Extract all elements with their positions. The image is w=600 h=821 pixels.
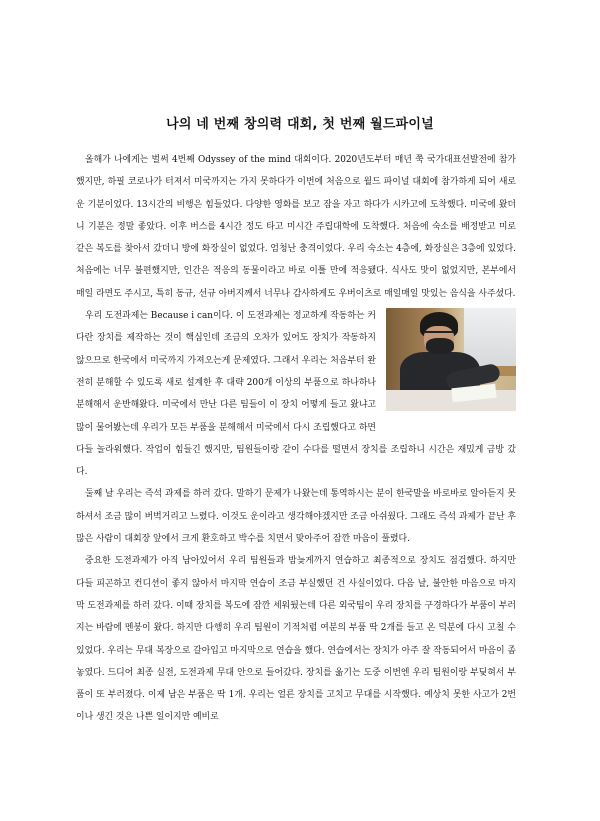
paragraph-1: 올해가 나에게는 벌써 4번째 Odyssey of the mind 대회이다. 2020년도부터 매년 쭉 국가대표선발전에 참가했지만, 하필 코로나가 터져서 미국까지는 가지 못하다가 이번에 처음으로 월드 파이널 대회에 참가하게 되어 새로운 기분이었다. 13시간의 비행은 힘들었다. 다양한 영화를 보고 잠을 자고 하다가 시카고에 도착했다. 미국에 왔더니 기분은 정말 좋았다. 이후 버스를 4시간 정도 타고 미시간 주립대학에 도착했다. 처음에 숙소를 배정받고 미로 같은 복도를 찾아서 갔더니 방에 화장실이 없었다. 엄청난 충격이었다. 우리 숙소는 4층에, 화장실은 3층에 있었다. 처음에는 너무 불편했지만, 인간은 적응의 동물이라고 바로 이틀 만에 적응됐다. 식사도 맛이 없었지만, 본부에서 매일 라면도 주시고, 특히 동규, 선규 아버지께서 너무나 감사하게도 우버이츠로 매일매일 맛있는 음식을 사주셨다. [76, 155, 516, 299]
student-photo [386, 308, 516, 411]
paragraph-2: 우리 도전과제는 Because i can이다. 이 도전과제는 정교하게 작동하는 커다란 장치를 제작하는 것이 핵심인데 조금의 오차가 있어도 장치가 작동하지 않으므로 한국에서 미국까지 가져오는게 문제였다. 그래서 우리는 처음부터 완전히 분해할 수 있도록 새로 설계한 후 대략 200개 이상의 부품으로 하나하나 분해해서 운반해왔다. 미국에서 만난 다른 팀들이 이 장치 어떻게 들고 왔냐고 많이 물어봤는데 우리가 모든 부품을 분해해서 미국에서 다시 조립했다고 하면 다들 놀라워했다. 작업이 힘들긴 했지만, 팀원들이랑 같이 수다를 떨면서 장치를 조립하니 시간은 재밌게 금방 갔다. [76, 311, 516, 478]
paragraph-4: 중요한 도전과제가 아직 남아있어서 우리 팀원들과 밤늦게까지 연습하고 최종적으로 장치도 점검했다. 하지만 다들 피곤하고 컨디션이 좋지 않아서 마지막 연습이 조금 부실했던 건 사실이었다. 다음 날, 불안한 마음으로 마지막 도전과제를 하러 갔다. 이때 장치를 복도에 잠깐 세워뒀는데 다른 외국팀이 우리 장치를 구경하다가 부품이 부러지는 바람에 멘붕이 왔다. 하지만 다행히 우리 팀원이 기적처럼 여분의 부품 딱 2개를 들고 온 덕분에 다시 고칠 수 있었다. 우리는 무대 복장으로 갈아입고 마지막으로 연습을 했다. 연습에서는 장치가 아주 잘 작동되어서 마음이 좀 놓였다. 드디어 최종 실전, 도전과제 무대 안으로 들어갔다. 장치를 옮기는 도중 이번엔 우리 팀원이랑 부딪혀서 부품이 또 부러졌다. 이제 남은 부품은 딱 1개. 우리는 얼른 장치를 고치고 무대를 시작했다. 예상치 못한 사고가 2번이나 생긴 것은 나쁜 일이지만 예비로 [76, 556, 516, 723]
document-title: 나의 네 번째 창의력 대회, 첫 번째 월드파이널 [166, 117, 434, 132]
paragraph-3: 둘째 날 우리는 즉석 과제를 하러 갔다. 말하기 문제가 나왔는데 통역하시는 분이 한국말을 바로바로 알아듣지 못하셔서 조금 많이 버벅거리고 느렸다. 이것도 운이라고 생각해야겠지만 조금 아쉬웠다. 그래도 즉석 과제가 끝난 후 많은 사람이 대회장 앞에서 크게 환호하고 박수를 치면서 맞아주어 잠깐 마음이 풀렸다. [76, 489, 516, 545]
document-body [76, 149, 516, 729]
